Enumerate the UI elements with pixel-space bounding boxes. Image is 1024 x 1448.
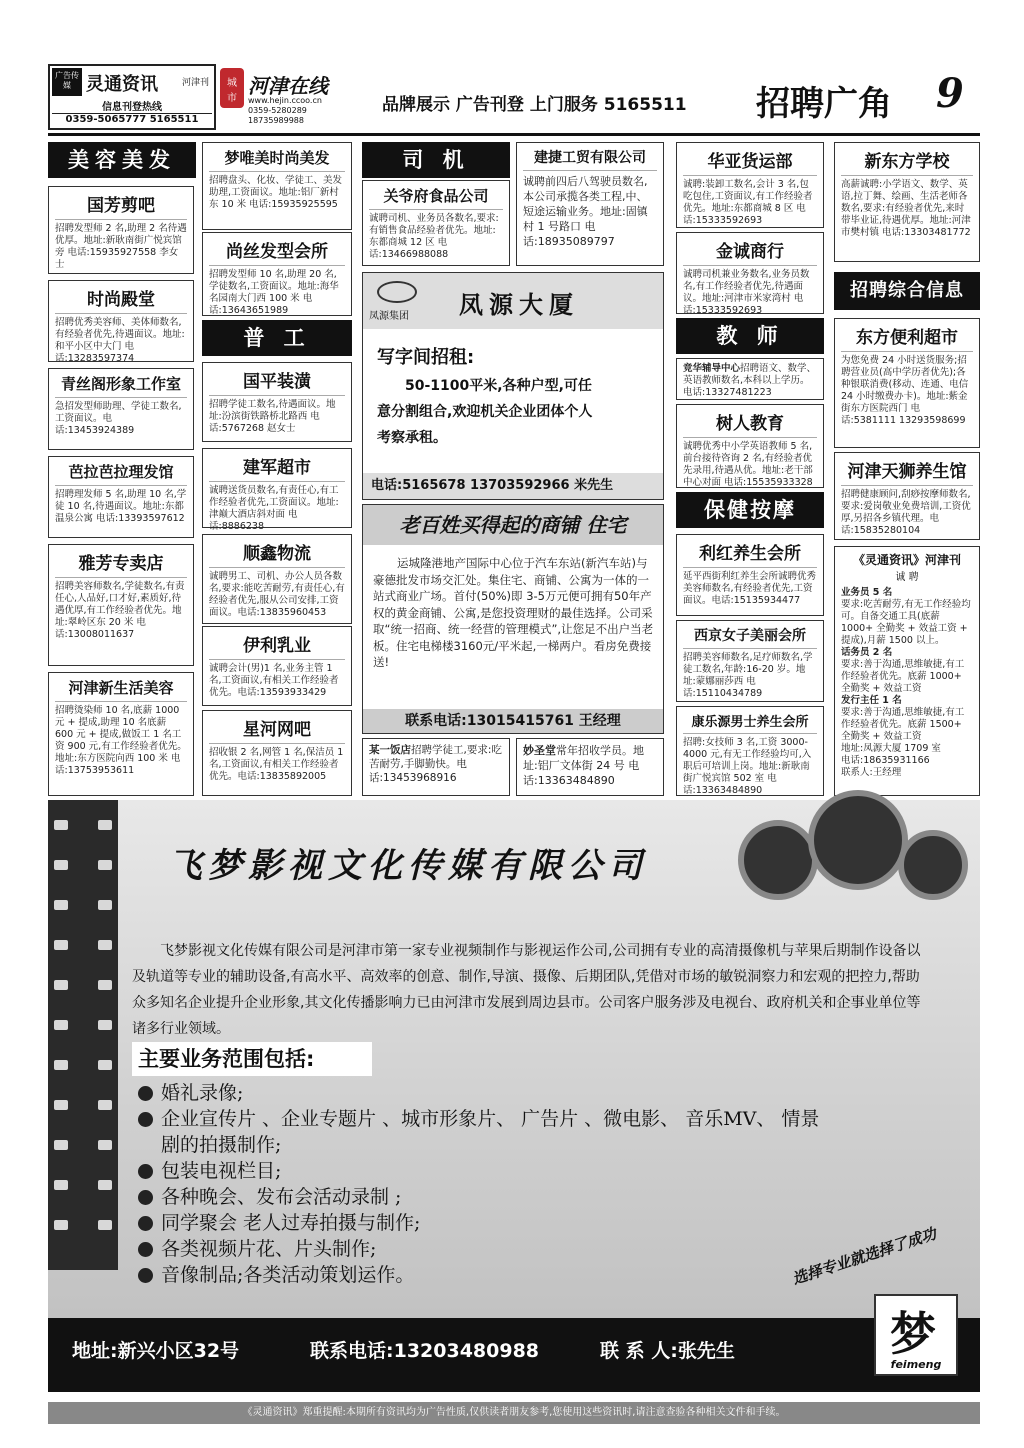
ad-guoping [202,362,352,442]
ad-body: 为您免费 24 小时送货服务;招聘营业员(高中学历者优先);各种银联消费(移动、连通、电信 24 小时缴费办卡)。地址:紫金街东方医院西门 电话:5381111 13293598699 [841,355,969,426]
ad-jinghua [676,358,824,400]
lt-role2: 话务员 2 名 [841,647,893,658]
fengyuan-line1: 50-1100平米,各种户型,可任 [405,378,592,394]
ad-title: 华亚货运部 [683,147,817,176]
ad-title: 建捷工贸有限公司 [523,147,657,171]
fengyuan-line3: 考察承租。 [377,430,447,446]
ad-xindongfang [834,142,980,262]
hejin-url: www.hejin.ccoo.cn [248,96,322,105]
service-item: 婚礼录像; [138,1080,918,1106]
shop-body: 运城隆港地产国际中心位于汽车东站(新汽车站)与豪德批发市场交汇处。集住宅、商铺、公寓为一体的一站式商业广场。首付(50%)即 3-5万元便可拥有50年产权的黄金商铺、公寓,是您投资理财的最佳选择。公司采取“统一招商、统一经营的管理模式”,让您足不出户当老板。住宅电梯楼3160元/平米起,一梯两户。看房免费接送! [373,556,654,669]
ad-body: 招聘学徒工,要求:吃苦耐劳,手脚勤快。电话:13453968916 [369,744,502,784]
ad-body: 常年招收学员。地址:铝厂文体街 24 号 电话:13363484890 [523,744,644,787]
ad-xinghe [202,710,352,796]
ad-body: 招聘烫染师 10 名,底薪 1000 元 + 提成,助理 10 名底薪 600 元 + 提成,做饭工 1 名工资 900 元,有工作经验者优先。地址:东方医院向西 100 米 电话:13753953611 [55,705,187,776]
ad-jianjie [516,142,664,266]
ad-body: 招聘美容师数名,学徒数名,有责任心,人品好,口才好,素质好,待遇优厚,有工作经验者优先。地址:翠岭区东 20 米 电话:13008011637 [55,581,185,640]
fengyuan-title: 凤源大厦 [459,290,579,319]
ad-body: 招聘盘头、化妆、学徒工、美发助理,工资面议。地址:铝厂新村东 10 米 电话:15935925595 [209,175,343,210]
ad-body: 招聘学徒工数名,待遇面议。地址:汾滨街铁路桥北路西 电话:5767268 赵女士 [209,399,336,434]
logo-brand: 灵通资讯 [86,74,158,95]
ad-body: 诚聘会计(男)1 名,业务主管 1 名,工资面议,有相关工作经验者优先。电话:13593933429 [209,663,339,698]
ad-body: 招聘发型师 10 名,助理 20 名,学徒数名,工资面议。地址:海华名园南大门西 100 米 电话:13643651989 [209,269,339,316]
ad-body: 诚聘男工、司机、办公人员各数名,要求:能吃苦耐劳,有责任心,有经验者优先,服从公司安排,工资面议。电话:13835960453 [209,571,345,618]
ad-jincheng [676,232,824,314]
film-reel-icon-2 [808,790,908,890]
ad-body: 诚聘司机兼业务数名,业务员数名,有工作经验者优先,待遇面议。地址:河津市米家湾村 电话:15333592693 [683,269,810,316]
ad-dongfang-store [834,318,980,448]
ad-tianshi [834,452,980,540]
lt-title: 《灵通资讯》河津刊 [852,553,961,567]
ad-title: 国平装潢 [209,367,345,396]
ad-title: 西京女子美丽会所 [683,625,817,649]
lt-contact: 联系人:王经理 [841,767,902,778]
ad-title: 某一饭店 [369,744,411,756]
ad-title: 金诚商行 [683,237,817,266]
feimeng-services [138,1080,918,1288]
service-item: 各类视频片花、片头制作; [138,1236,918,1262]
ad-title: 青丝阁形象工作室 [55,373,187,398]
ad-body: 招聘优秀美容师、美体师数名,有经验者优先,待遇面议。地址:和平小区中大门 电话:13283597374 [55,317,185,364]
ad-body: 高薪诚聘:小学语文、数学、英语,拉丁舞、绘画、生活老师各数名,要求:有经验者优先,来时带毕业证,待遇优厚。地址:河津市樊村镇 电话:13303481772 [841,179,971,238]
ad-body: 招聘美容师数名,足疗师数名,学徒工数名,年龄:16-20 岁。地址:蒙娜丽莎西 电话:15110434789 [683,652,813,699]
service-item: 剧的拍摄制作; [161,1134,282,1156]
ad-shangsi [202,232,352,316]
service-item: 同学聚会 老人过寿拍摄与制作; [138,1210,918,1236]
logo-sub: 广告传媒 [55,71,79,90]
lt-role3: 发行主任 1 名 [841,695,902,706]
feimeng-tel: 联系电话:13203480988 [310,1340,540,1362]
fengyuan-tel: 电话:5165678 13703592966 米先生 [363,473,663,499]
ad-lingtong-recruit [834,546,980,796]
ad-body: 招聘发型师 2 名,助理 2 名待遇优厚。地址:新耿南街广悦宾馆旁 电话:15935927558 李女士 [55,223,187,270]
feimeng-scope: 主要业务范围包括: [132,1042,372,1076]
logo-tag-box [52,68,82,96]
ad-title: 河津新生活美容 [55,677,187,702]
smile-icon [138,1086,153,1101]
ad-shunxin [202,534,352,624]
lt-role1-body: 要求:吃苦耐劳,有无工作经验均可。自备交通工具(底薪 1000+ 全勤奖 + 效益工资 + 提成),月薪 1500 以上。 [841,599,971,646]
feimeng-banner [48,800,980,1392]
ad-huaya [676,142,824,228]
ad-title: 国芳剪吧 [55,191,187,220]
smile-icon [138,1216,153,1231]
ad-fengyuan [362,272,664,500]
service-item: 企业宣传片 、企业专题片 、城市形象片、 广告片 、微电影、 音乐MV、 情景 [138,1106,918,1132]
film-reel-icon [738,820,818,900]
ad-title: 时尚殿堂 [55,285,187,314]
fengyuan-logo-icon [377,281,417,303]
footer-notice: 《灵通资讯》郑重提醒:本期所有资讯均为广告性质,仅供读者朋友参考,您使用这些资讯时,请注意查验各种相关文件和手续。 [48,1402,980,1424]
ad-title: 新东方学校 [841,147,973,176]
ad-title: 建军超市 [209,453,345,482]
section-driver: 司 机 [362,142,510,178]
section-massage: 保健按摩 [676,492,824,528]
film-strip-icon [48,800,118,1270]
lingtong-logo [48,64,216,130]
header-rule [48,133,980,136]
ad-body: 招聘:女技师 3 名,工资 3000-4000 元,有无工作经验均可,入职后可培训上岗。地址:新耿南街广悦宾馆 502 室 电话:13363484890 [683,737,812,796]
service-item: 包装电视栏目; [138,1158,918,1184]
ad-body: 招聘语文、数学、英语教师数名,本科以上学历。电话:13327481223 [683,363,817,398]
feimeng-logo [874,1294,958,1376]
smile-icon [138,1242,153,1257]
ad-title: 雅芳专卖店 [55,549,187,578]
ad-restaurant [362,738,510,796]
service-item: 各种晚会、发布会活动录制 ; [138,1184,918,1210]
ad-title: 东方便利超市 [841,323,973,352]
fengyuan-sub: 写字间招租: [377,347,475,368]
lt-role3-body: 要求:善于沟通,思维敏捷,有工作经验者优先。底薪 1500+ 全勤奖 + 效益工资 [841,707,965,742]
feimeng-title: 飞梦影视文化传媒有限公司 [168,846,648,886]
shop-title: 老百姓买得起的商铺 住宅 [363,505,663,545]
ad-title: 芭拉芭拉理发馆 [55,461,187,486]
hejin-logo-icon: 城 市 [220,68,244,108]
ad-title: 星河网吧 [209,715,345,744]
ad-body: 诚聘:装卸工数名,会计 3 名,包吃包住,工资面议,有工作经验者优先。地址:东都商城 8 区 电话:15333592693 [683,179,813,226]
section-teacher: 教 师 [676,318,824,354]
ad-body: 招聘健康顾问,刮痧按摩师数名,要求:爱岗敬业免费培训,工资优厚,另招各乡镇代理。电话:15835280104 [841,489,971,536]
shop-tel: 联系电话:13015415761 王经理 [363,709,663,733]
smile-icon [138,1164,153,1179]
ad-miaoshengtang [516,738,664,796]
ad-shuren [676,404,824,488]
ad-title: 利红养生会所 [683,539,817,568]
ad-title: 顺鑫物流 [209,539,345,568]
ad-body: 诚聘司机、业务员各数名,要求:有销售食品经验者优先。地址:东都商城 12 区 电话:13466988088 [369,213,499,260]
ad-guanyefu [362,180,510,266]
feimeng-logo-text: feimeng [890,1358,942,1371]
ad-jianjun [202,448,352,532]
ad-body: 招收银 2 名,网管 1 名,保洁员 1 名,工资面议,有相关工作经验者优先。电话:13835892005 [209,747,344,782]
ad-balabala [48,456,194,538]
logo-edition: 河津刊 [182,78,210,88]
hejin-logo-text: 河津在线 [248,74,328,98]
hejin-phone2: 18735989988 [248,116,304,125]
ad-yafang [48,544,194,666]
ad-yili [202,626,352,706]
hotline-label: 信息刊登热线 [102,102,162,113]
feimeng-slogan: 选择专业就选择了成功 [790,1224,939,1289]
section-general-info: 招聘综合信息 [834,272,980,310]
ad-qingsige [48,368,194,450]
section-general-labor: 普 工 [202,320,352,356]
ad-title: 妙圣堂 [523,744,556,757]
lt-address: 地址:凤源大厦 1709 室 [841,743,941,754]
film-reel-icon-3 [898,830,968,900]
ad-body: 诚聘送货员数名,有责任心,有工作经验者优先,工资面议。地址:津巅大酒店斜对面 电话:8886238 [209,485,339,532]
smile-icon [138,1112,153,1127]
ad-body: 延平西街利红养生会所诚聘优秀美容师数名,有经验者优先,工资面议。电话:15135934477 [683,571,817,606]
lt-tel: 电话:18635931166 [841,755,930,766]
smile-icon [138,1190,153,1205]
ad-guofang [48,186,194,274]
feimeng-address: 地址:新兴小区32号 [72,1340,240,1362]
hejin-phone1: 0359-5280289 [248,106,307,115]
fengyuan-brand: 凤源集团 [369,311,409,322]
ad-mengweimei [202,142,352,230]
ad-title: 河津天狮养生馆 [841,457,973,486]
ad-title: 尚丝发型会所 [209,237,345,266]
ad-title: 伊利乳业 [209,631,345,660]
ad-title: 树人教育 [683,409,817,438]
ad-body: 招聘理发师 5 名,助理 10 名,学徒 10 名,待遇面议。地址:东都温泉公寓 电话:13393597612 [55,489,187,524]
ad-body: 诚聘前四后八驾驶员数名,本公司承揽各类工程,中、短途运输业务。地址:固镇村 1 号路口 电话:18935089797 [523,175,648,248]
lt-sub: 诚 聘 [895,572,919,583]
ad-lihong [676,534,824,616]
feimeng-logo-char: 梦 [890,1307,936,1361]
ad-body: 诚聘优秀中小学英语教师 5 名,前台接待咨询 2 名,有经验者优先录用,待遇从优。地址:老干部中心对面 电话:15535933328 [683,441,813,488]
page-title: 招聘广角 [756,84,892,124]
ad-xijing [676,620,824,702]
ad-title: 竞华辅导中心 [683,363,741,374]
ad-title: 关爷府食品公司 [369,185,503,210]
ad-xinshenghuo [48,672,194,796]
lt-role1: 业务员 5 名 [841,587,893,598]
feimeng-intro: 飞梦影视文化传媒有限公司是河津市第一家专业视频制作与影视运作公司,公司拥有专业的高清摄像机与苹果后期制作设备以及轨道等专业的辅助设备,有高水平、高效率的创意、制作,导演、摄像、后期团队,凭借对市场的敏锐洞察力和宏观的把控力,帮助众多知名企业提升企业形象,其文化传播影响力已由河津市发展到周边县市。公司客户服务涉及电视台、政府机关和企事业单位等诸多行业领域。 [132,943,921,1037]
section-beauty: 美容美发 [48,142,196,178]
smile-icon [138,1268,153,1283]
page-number: 9 [936,70,964,117]
header-slogan: 品牌展示 广告刊登 上门服务 5165511 [382,95,687,115]
feimeng-contact: 联 系 人:张先生 [600,1340,735,1362]
ad-shishang [48,280,194,362]
lt-role2-body: 要求:善于沟通,思维敏捷,有工作经验者优先。底薪 1000+ 全勤奖 + 效益工资 [841,659,965,694]
hotline-number: 0359-5065777 5165511 [52,113,212,125]
fengyuan-line2: 意分割组合,欢迎机关企业团体个人 [377,404,593,420]
ad-body: 急招发型师助理、学徒工数名,工资面议。电话:13453924389 [55,401,182,436]
ad-title: 康乐源男士养生会所 [683,711,817,734]
ad-shop [362,504,664,734]
service-item: 音像制品;各类活动策划运作。 [138,1262,918,1288]
ad-kangleyuan [676,706,824,796]
ad-title: 梦唯美时尚美发 [209,147,345,172]
